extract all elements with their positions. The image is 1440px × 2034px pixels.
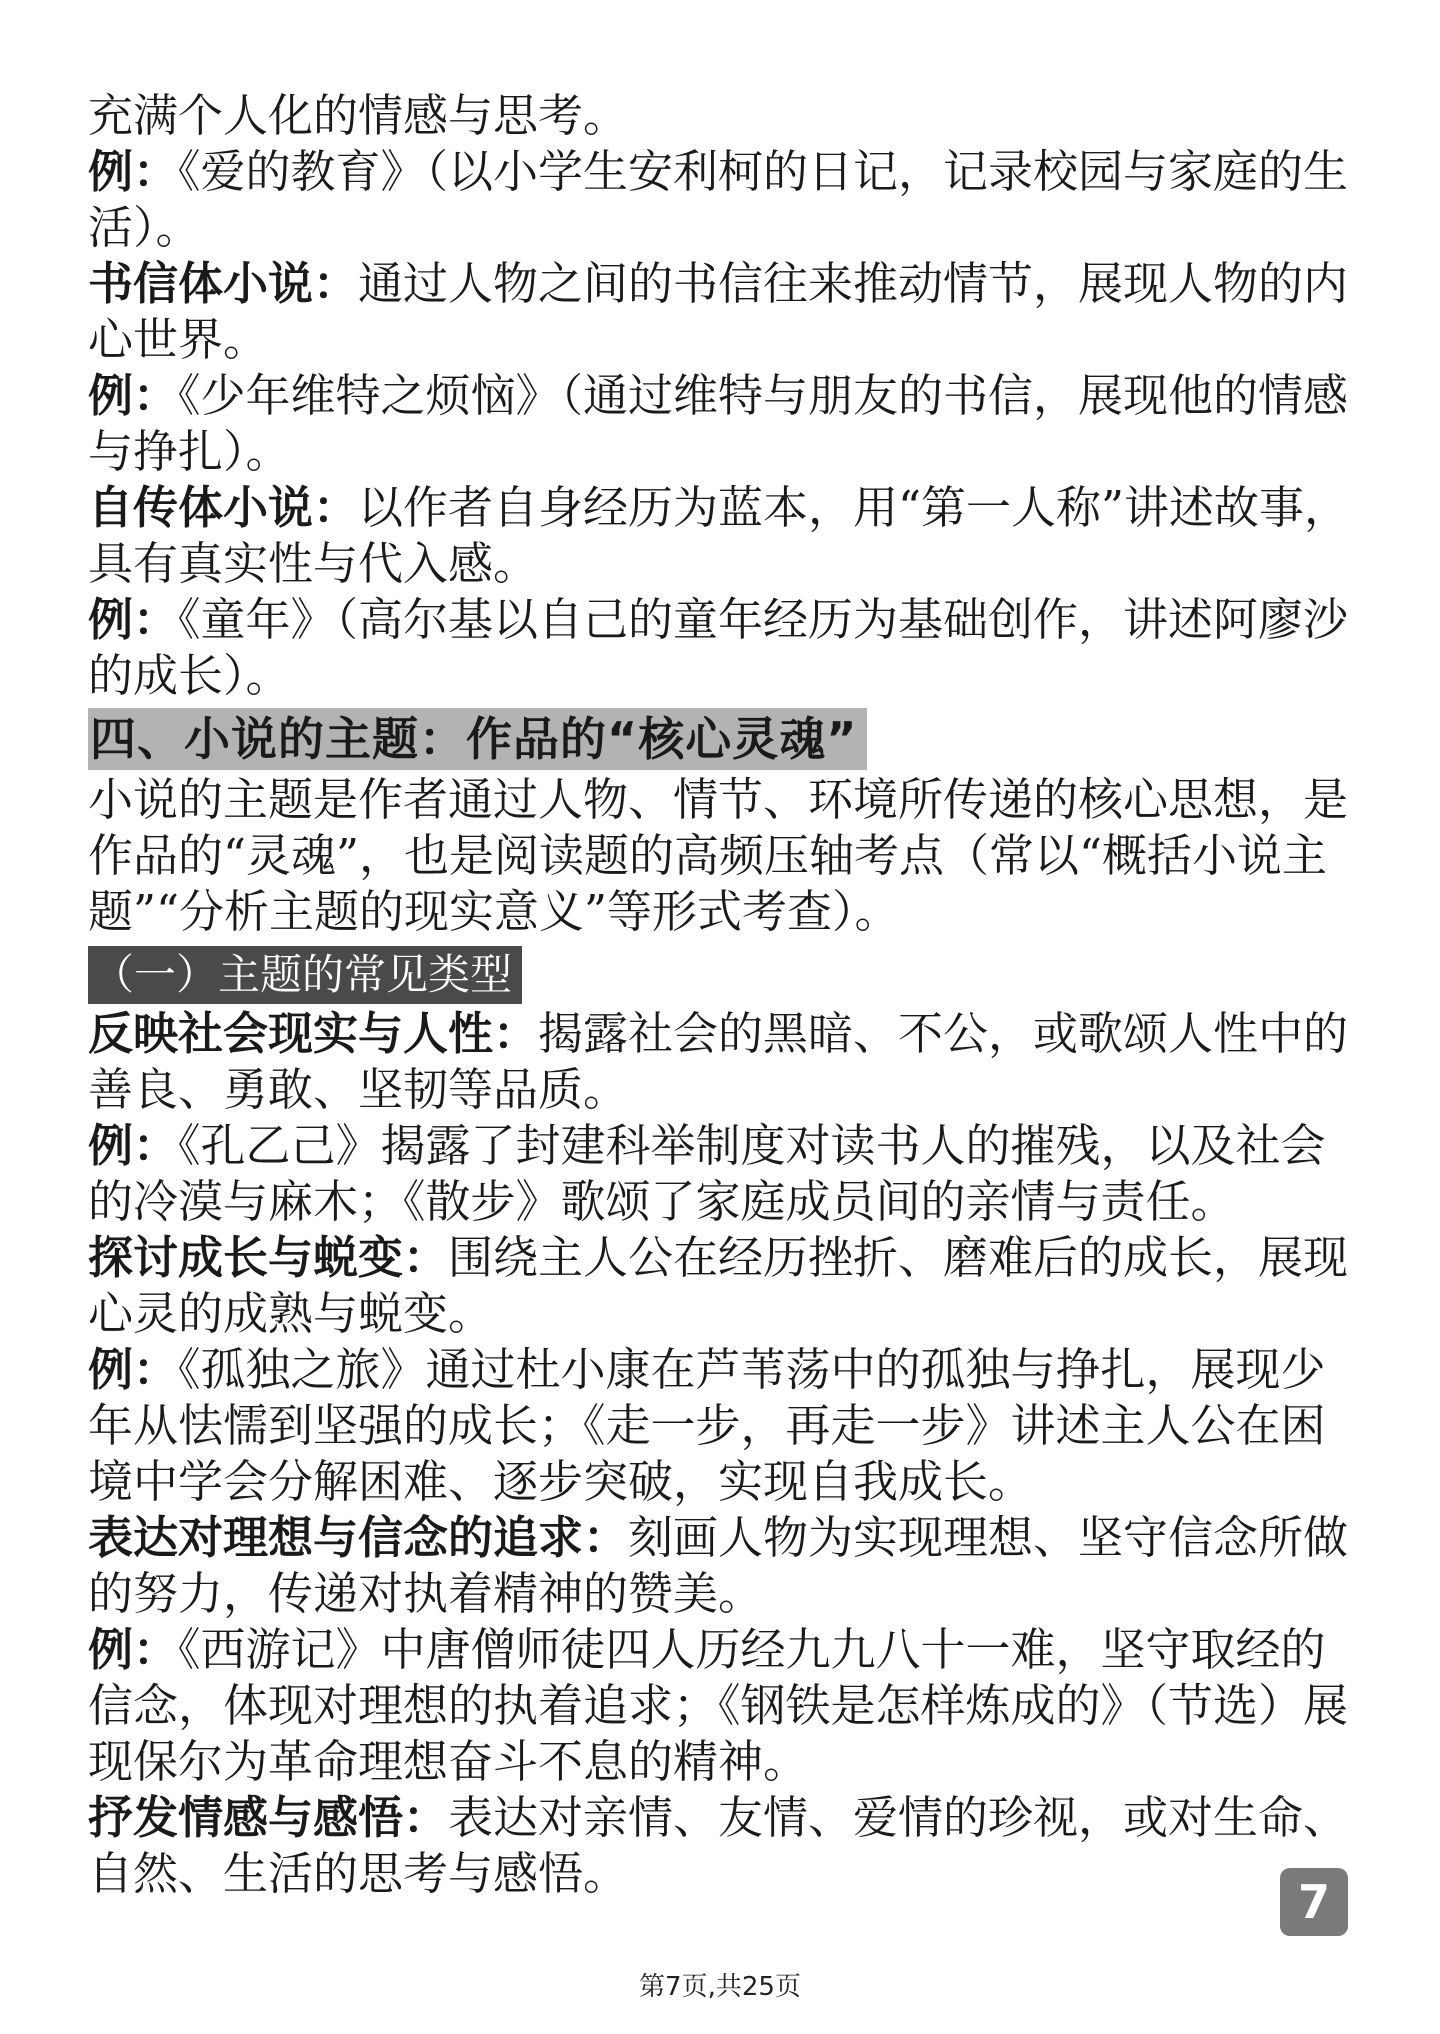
example-label: 例： <box>88 1343 179 1396</box>
document-body <box>88 88 1350 1902</box>
term-label: 抒发情感与感悟： <box>88 1791 449 1844</box>
example-label: 例： <box>88 593 179 646</box>
definition-autobiographical-novel: 自传体小说：以作者自身经历为蓝本，用“第一人称”讲述故事，具有真实性与代入感。 <box>88 481 1350 590</box>
example-label: 例： <box>88 1623 179 1676</box>
term-label: 反映社会现实与人性： <box>88 1007 539 1060</box>
section-intro: 小说的主题是作者通过人物、情节、环境所传递的核心思想，是作品的“灵魂”，也是阅读题的高频压轴考点（常以“概括小说主题”“分析主题的现实意义”等形式考查）。 <box>88 773 1349 938</box>
example-diary-novel: 例：《爱的教育》（以小学生安利柯的日记，记录校园与家庭的生活）。 <box>88 145 1349 254</box>
theme-type-item: 反映社会现实与人性：揭露社会的黑暗、不公，或歌颂人性中的善良、勇敢、坚韧等品质。 例：《孔乙己》揭露了封建科举制度对读书人的摧残，以及社会的冷漠与麻木；《散步》歌颂了家庭成员间的亲情与责任。 <box>88 1007 1349 1228</box>
theme-type-item: 表达对理想与信念的追求：刻画人物为实现理想、坚守信念所做的努力，传递对执着精神的赞美。 例：《西游记》中唐僧师徒四人历经九九八十一难，坚守取经的信念，体现对理想的执着追求；《钢铁是怎样炼成的》（节选）展现保尔为革命理想奋斗不息的精神。 <box>88 1511 1349 1788</box>
term-label: 书信体小说： <box>88 257 359 310</box>
example-label: 例： <box>88 369 179 422</box>
example-epistolary-novel: 例：《少年维特之烦恼》（通过维特与朋友的书信，展现他的情感与挣扎）。 <box>88 369 1349 478</box>
theme-type-item: 探讨成长与蜕变：围绕主人公在经历挫折、磨难后的成长，展现心灵的成熟与蜕变。 例：《孤独之旅》通过杜小康在芦苇荡中的孤独与挣扎，展现少年从怯懦到坚强的成长；《走一步，再走一步》讲述主人公在困境中学会分解困难、逐步突破，实现自我成长。 <box>88 1231 1349 1508</box>
example-label: 例： <box>88 145 179 198</box>
theme-type-list <box>88 1006 1350 1902</box>
page-footer: 第7页,共25页 <box>639 1972 801 2002</box>
page-number-badge: 7 <box>1280 1868 1348 1936</box>
theme-type-item: 抒发情感与感悟：表达对亲情、友情、爱情的珍视，或对生命、自然、生活的思考与感悟。 <box>88 1791 1349 1900</box>
term-label: 探讨成长与蜕变： <box>88 1231 449 1284</box>
section-heading: 四、小说的主题：作品的“核心灵魂” <box>88 708 867 770</box>
term-label: 自传体小说： <box>88 481 359 534</box>
paragraph-continuation: 充满个人化的情感与思考。 <box>88 89 629 142</box>
example-label: 例： <box>88 1119 179 1172</box>
example-autobiographical-novel: 例：《童年》（高尔基以自己的童年经历为基础创作，讲述阿廖沙的成长）。 <box>88 593 1349 702</box>
subsection-heading: （一）主题的常见类型 <box>88 946 522 1004</box>
term-label: 表达对理想与信念的追求： <box>88 1511 629 1564</box>
definition-epistolary-novel: 书信体小说：通过人物之间的书信往来推动情节，展现人物的内心世界。 <box>88 257 1349 366</box>
